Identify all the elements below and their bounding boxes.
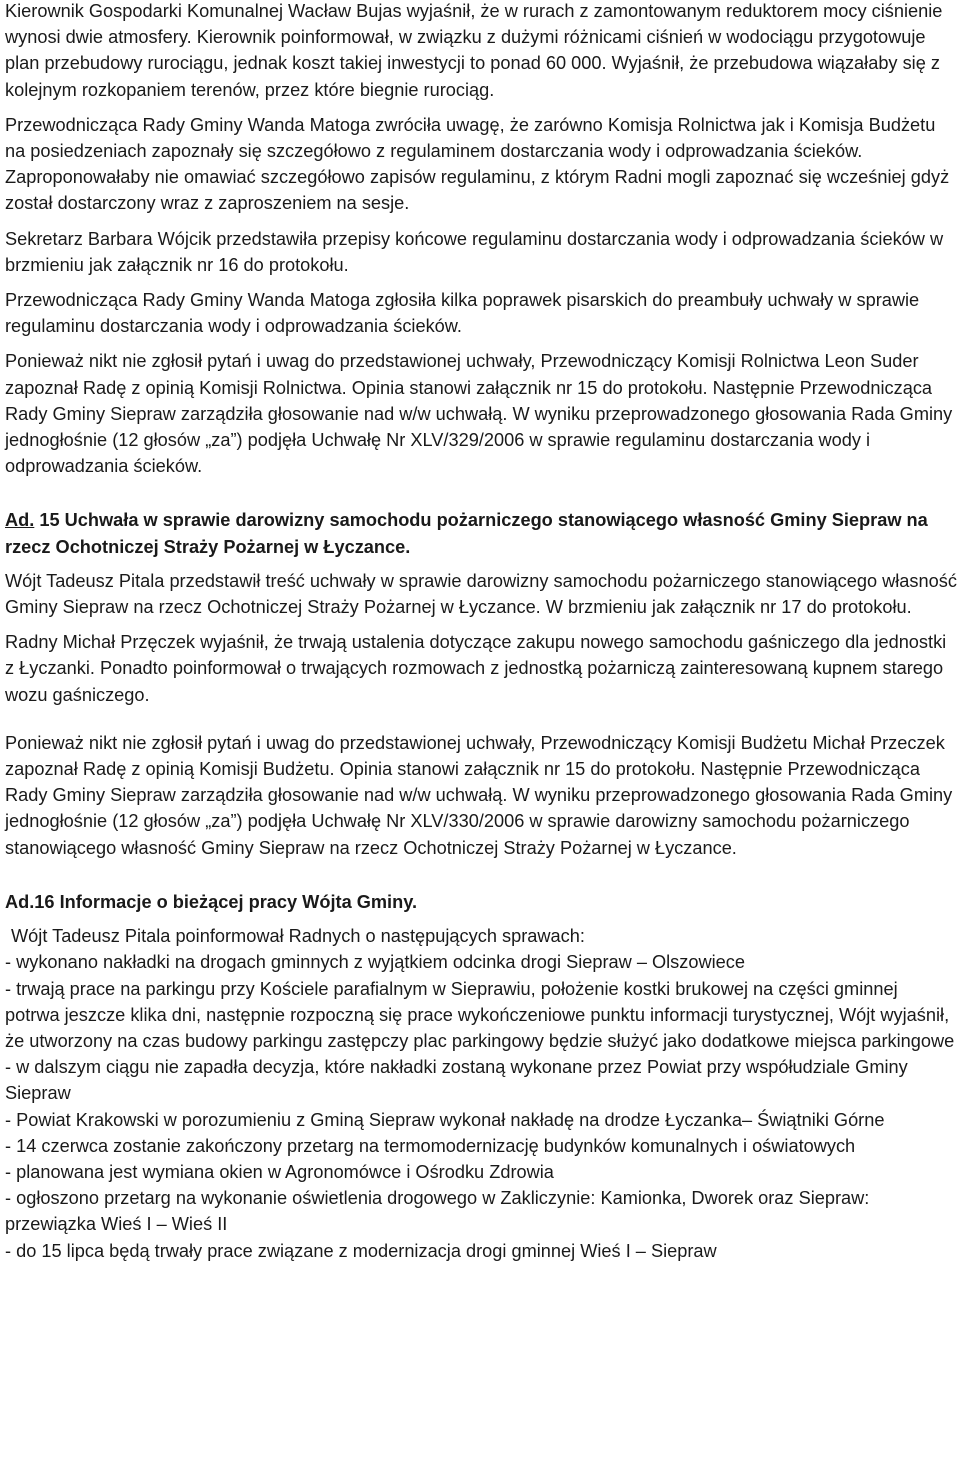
section-heading-16: Ad.16 Informacje o bieżącej pracy Wójta Gminy. (5, 891, 418, 912)
section-heading-15 (5, 507, 957, 559)
list-item: - wykonano nakładki na drogach gminnych z wyjątkiem odcinka drogi Siepraw – Olszowiece (5, 952, 745, 973)
paragraph-vote-329: Ponieważ nikt nie zgłosił pytań i uwag do przedstawionej uchwały, Przewodniczący Komisji Rolnictwa Leon Suder zapoznał Radę z opinią Komisji Rolnictwa. Opinia stanowi załącznik nr 15 do protokołu. Następnie Przewodnicząca Rady Gminy Siepraw zarządziła głosowanie nad w/w uchwałą. W wyniku przeprowadzonego głosowania Rada Gminy jednogłośnie (12 głosów „za”) podjęła Uchwałę Nr XLV/329/2006 w sprawie regulaminu dostarczania wody i odprowadzania ścieków. (5, 351, 953, 477)
heading-15-prefix: Ad. (5, 510, 35, 531)
list-item: - w dalszym ciągu nie zapadła decyzja, które nakładki zostaną wykonane przez Powiat przy współudziale Gminy Siepraw (5, 1057, 908, 1104)
list-item: - trwają prace na parkingu przy Kościele parafialnym w Sieprawiu, położenie kostki brukowej na części gminnej potrwa jeszcze klika dni, następnie rozpoczną się prace wykończeniowe punktu informacji turystycznej, Wójt wyjaśnił, że utworzony na czas budowy parkingu zastępczy plac parkingowy będzie służyć jako dodatkowe miejsca parkingowe (5, 978, 955, 1051)
list-item: - planowana jest wymiana okien w Agronomówce i Ośrodku Zdrowia (5, 1161, 554, 1182)
paragraph-pitala-donation: Wójt Tadeusz Pitala przedstawił treść uchwały w sprawie darowizny samochodu pożarniczego stanowiącego własność Gminy Siepraw na rzecz Ochotniczej Straży Pożarnej w Łyczance. W brzmieniu jak załącznik nr 17 do protokołu. (5, 570, 957, 618)
paragraph-przeczek-explanation: Radny Michał Przęczek wyjaśnił, że trwają ustalenia dotyczące zakupu nowego samochodu gaśniczego dla jednostki z Łyczanki. Ponadto poinformował o trwających rozmowach z jednostką pożarniczą zainteresowaną kupnem starego wozu gaśniczego. (5, 632, 947, 705)
heading-15-text: 15 Uchwała w sprawie darowizny samochodu pożarniczego stanowiącego własność Gminy Siepraw na rzecz Ochotniczej Straży Pożarnej w Łyczance. (5, 510, 928, 557)
list-item: - 14 czerwca zostanie zakończony przetarg na termomodernizację budynków komunalnych i oświatowych (5, 1135, 856, 1156)
list-item: - Powiat Krakowski w porozumieniu z Gminą Siepraw wykonał nakładę na drodze Łyczanka– Świątniki Górne (5, 1109, 885, 1130)
paragraph-matoga-remark: Przewodnicząca Rady Gminy Wanda Matoga zwróciła uwagę, że zarówno Komisja Rolnictwa jak i Komisja Budżetu na posiedzeniach zapoznały się szczegółowo z regulaminem dostarczania wody i odprowadzania ścieków. Zaproponowałaby nie omawiać szczegółowo zapisów regulaminu, z którym Radni mogli zapoznać się wcześniej gdyż został dostarczony wraz z zaproszeniem na sesje. (5, 114, 950, 214)
document-page (5, 0, 957, 1264)
list-item: - do 15 lipca będą trwały prace związane z modernizacja drogi gminnej Wieś I – Siepraw (5, 1240, 717, 1261)
paragraph-wojcik-presentation: Sekretarz Barbara Wójcik przedstawiła przepisy końcowe regulaminu dostarczania wody i odprowadzania ścieków w brzmieniu jak załącznik nr 16 do protokołu. (5, 228, 944, 275)
list-item: - ogłoszono przetarg na wykonanie oświetlenia drogowego w Zakliczynie: Kamionka, Dworek oraz Siepraw: przewiązka Wieś I – Wieś II (5, 1188, 870, 1235)
paragraph-vote-330: Ponieważ nikt nie zgłosił pytań i uwag do przedstawionej uchwały, Przewodniczący Komisji Budżetu Michał Przeczek zapoznał Radę z opinią Komisji Budżetu. Opinia stanowi załącznik nr 15 do protokołu. Następnie Przewodnicząca Rady Gminy Siepraw zarządziła głosowanie nad w/w uchwałą. W wyniku przeprowadzonego głosowania Rada Gminy jednogłośnie (12 głosów „za”) podjęła Uchwałę Nr XLV/330/2006 w sprawie darowizny samochodu pożarniczego stanowiącego własność Gminy Siepraw na rzecz Ochotniczej Straży Pożarnej w Łyczance. (5, 732, 953, 858)
paragraph-bujas-explanation: Kierownik Gospodarki Komunalnej Wacław Bujas wyjaśnił, że w rurach z zamontowanym reduktorem mocy ciśnienie wynosi dwie atmosfery. Kierownik poinformował, w związku z dużymi różnicami ciśnień w wodociągu przygotowuje plan przebudowy rurociągu, jednak koszt takiej inwestycji to ponad 60 000. Wyjaśnił, że przebudowa wiązałaby się z kolejnym rozkopaniem terenów, przez które biegnie rurociąg. (5, 1, 943, 100)
paragraph-pitala-intro: Wójt Tadeusz Pitala poinformował Radnych o następujących sprawach: (11, 926, 585, 947)
paragraph-matoga-corrections: Przewodnicząca Rady Gminy Wanda Matoga zgłosiła kilka poprawek pisarskich do preambuły uchwały w sprawie regulaminu dostarczania wody i odprowadzania ścieków. (5, 290, 920, 337)
